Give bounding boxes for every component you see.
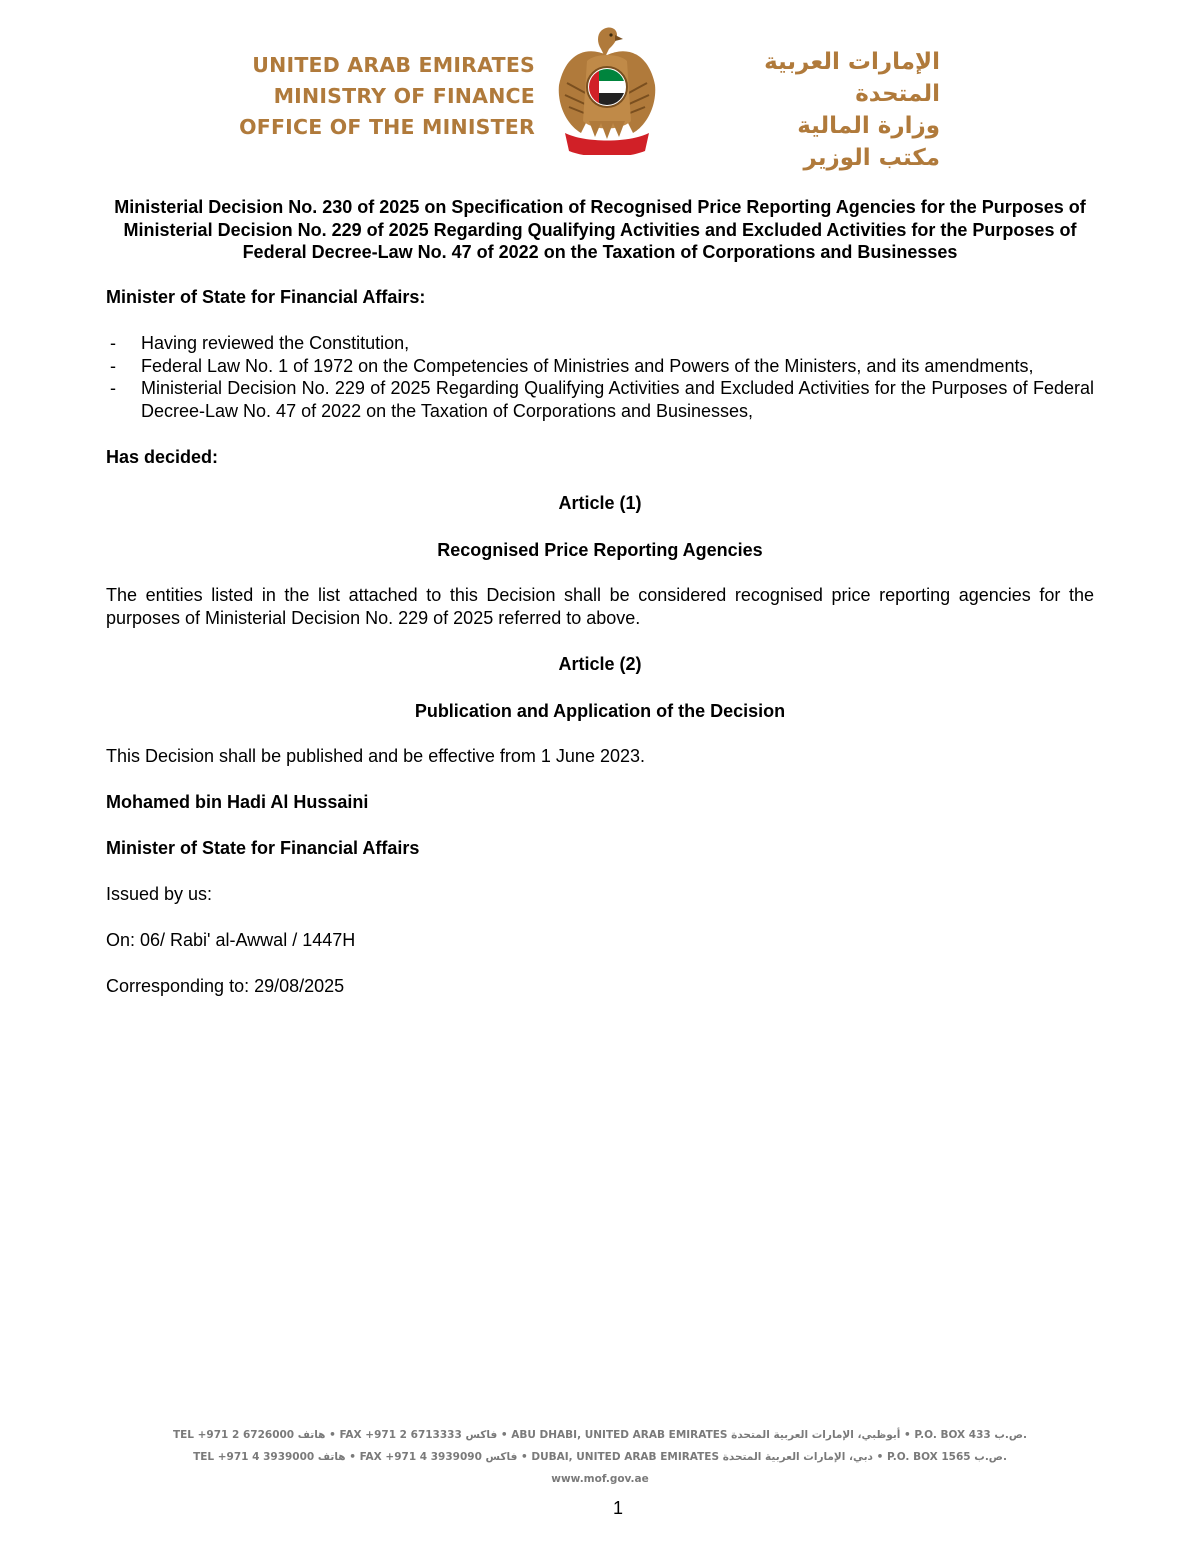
recital-text: Having reviewed the Constitution,: [141, 333, 410, 353]
recitals: [106, 332, 1094, 422]
letterhead: [0, 0, 1200, 171]
letterhead-office: OFFICE OF THE MINISTER: [239, 115, 535, 139]
letterhead-ministry: MINISTRY OF FINANCE: [273, 84, 535, 108]
article-1-number: Article (1): [558, 493, 642, 513]
issuer-heading: Minister of State for Financial Affairs:: [106, 287, 426, 307]
recital-item: - Having reviewed the Constitution,: [110, 333, 410, 353]
article-2-number: Article (2): [558, 654, 642, 674]
signatory-name: Mohamed bin Hadi Al Hussaini: [106, 792, 369, 812]
letterhead-country: UNITED ARAB EMIRATES: [252, 53, 535, 77]
footer-abu-dhabi-contact: TEL +971 2 6726000 هاتف • FAX +971 2 6713333 فاكس • ABU DHABI, UNITED ARAB EMIRATES أبوظبي، الإمارات العربية المتحدة • P.O. BOX 433 ص.ب.: [172, 1429, 1028, 1441]
recital-text: Ministerial Decision No. 229 of 2025 Regarding Qualifying Activities and Excluded Activities for the Purposes of Federal Decree-Law No. 47 of 2022 on the Taxation of Corporations and Businesses,: [141, 378, 1094, 421]
letterhead-ministry-arabic: وزارة المالية: [797, 113, 940, 139]
decision-title: Ministerial Decision No. 230 of 2025 on Specification of Recognised Price Reporting Agencies for the Purposes of Ministerial Decision No. 229 of 2025 Regarding Qualifying Activities and Excluded Activities for the Purposes of Federal Decree-Law No. 47 of 2022 on the Taxation of Corporations and Businesses: [114, 197, 1086, 262]
page-number: 1: [612, 1498, 623, 1518]
letterhead-office-arabic: مكتب الوزير: [803, 145, 940, 171]
article-1-text: The entities listed in the list attached to this Decision shall be considered recognised price reporting agencies for the purposes of Ministerial Decision No. 229 of 2025 referred to above.: [106, 585, 1094, 628]
signatory-position: Minister of State for Financial Affairs: [106, 838, 420, 858]
hijri-date: On: 06/ Rabi' al-Awwal / 1447H: [106, 930, 356, 950]
footer-website: www.mof.gov.ae: [551, 1473, 649, 1485]
article-2-text: This Decision shall be published and be effective from 1 June 2023.: [106, 746, 645, 766]
article-2-heading: Publication and Application of the Decision: [414, 701, 786, 721]
letterhead-english: [239, 50, 535, 143]
letterhead-country-arabic: الإمارات العربية المتحدة: [764, 49, 940, 107]
letterhead-arabic: [678, 46, 940, 174]
recital-item: - Federal Law No. 1 of 1972 on the Competencies of Ministries and Powers of the Ministers, and its amendments,: [110, 355, 1034, 376]
decided-heading: Has decided:: [106, 447, 219, 467]
recital-item: - Ministerial Decision No. 229 of 2025 Regarding Qualifying Activities and Excluded Activities for the Purposes of Federal Decree-Law No. 47 of 2022 on the Taxation of Corporations and Businesses,: [110, 378, 1094, 421]
recital-text: Federal Law No. 1 of 1972 on the Competencies of Ministries and Powers of the Ministers, and its amendments,: [141, 355, 1034, 376]
uae-emblem-icon: [555, 25, 659, 155]
article-1-heading: Recognised Price Reporting Agencies: [437, 540, 763, 560]
issued-by: Issued by us:: [106, 884, 213, 904]
gregorian-date: Corresponding to: 29/08/2025: [106, 976, 345, 996]
footer: [0, 1424, 1200, 1490]
footer-dubai-contact: TEL +971 4 3939000 هاتف • FAX +971 4 3939090 فاكس • DUBAI, UNITED ARAB EMIRATES دبي، الإمارات العربية المتحدة • P.O. BOX 1565 ص.ب.: [193, 1451, 1007, 1463]
